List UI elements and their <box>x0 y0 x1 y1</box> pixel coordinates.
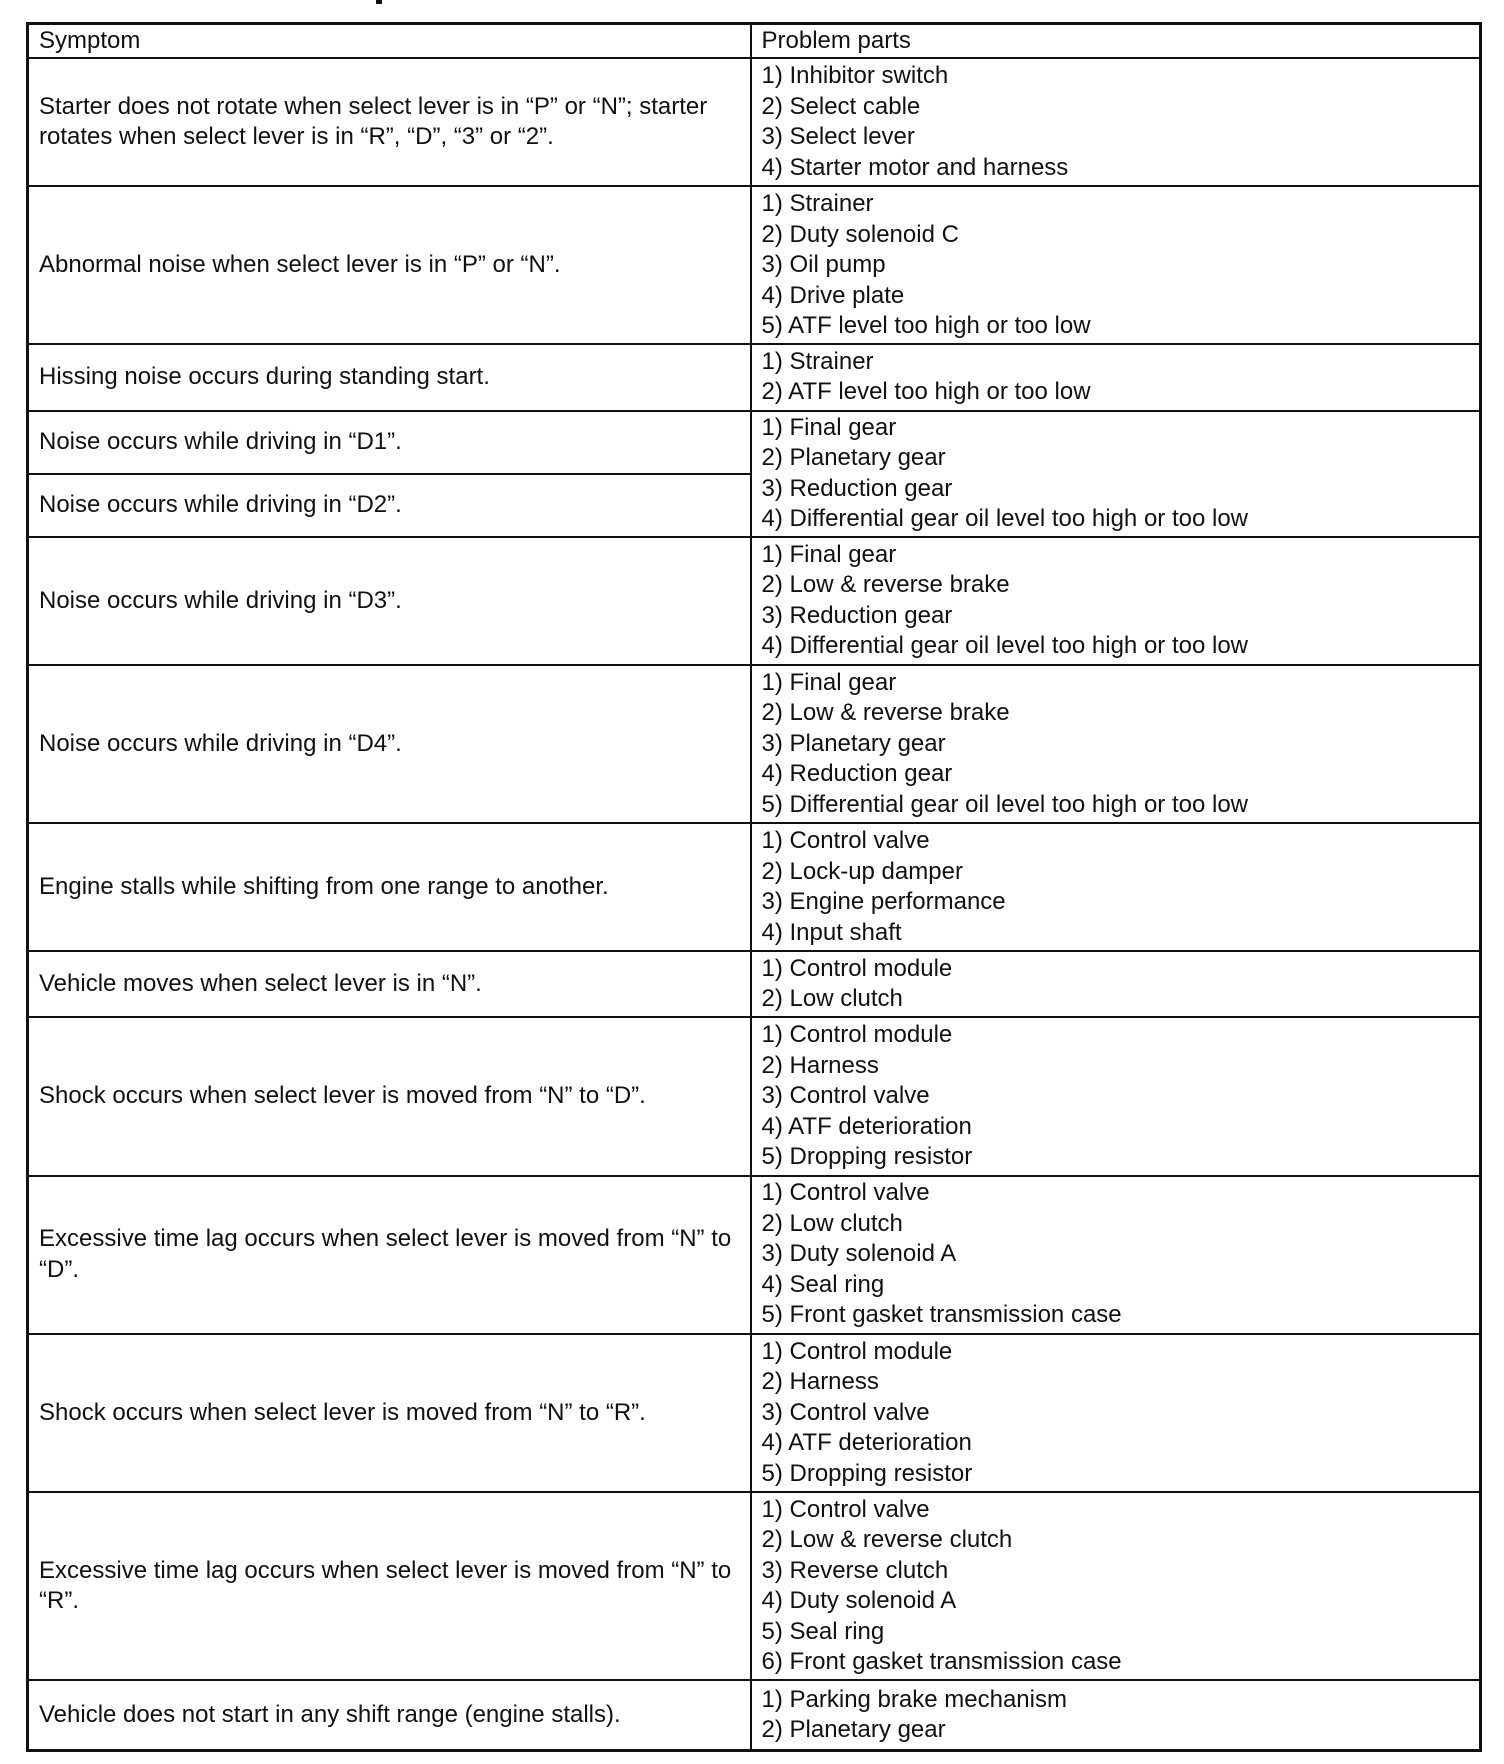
part-item: 3) Reduction gear <box>761 601 953 629</box>
part-item: 2) Harness <box>761 1368 879 1396</box>
problem-parts-cell <box>751 186 1481 344</box>
problem-parts-cell <box>751 665 1481 823</box>
symptom-cell: Abnormal noise when select lever is in “P” or “N”. <box>28 186 751 344</box>
part-item: 4) Seal ring <box>761 1270 885 1298</box>
part-item: 4) Differential gear oil level too high or too low <box>761 505 1248 533</box>
part-item: 4) ATF deterioration <box>761 1112 972 1140</box>
table-row <box>28 186 1481 344</box>
symptom-cell: Engine stalls while shifting from one range to another. <box>28 823 751 951</box>
part-item: 1) Control valve <box>761 1179 930 1207</box>
scan-mark <box>376 0 382 4</box>
part-item: 2) Planetary gear <box>761 1716 946 1744</box>
table-row <box>28 823 1481 951</box>
symptom-cell: Vehicle does not start in any shift range (engine stalls). <box>28 1680 751 1750</box>
part-item: 4) ATF deterioration <box>761 1429 972 1457</box>
part-item: 4) Reduction gear <box>761 760 953 788</box>
part-item: 1) Control module <box>761 954 953 982</box>
part-item: 2) Duty solenoid C <box>761 220 959 248</box>
table-row <box>28 537 1481 665</box>
part-item: 1) Strainer <box>761 190 874 218</box>
part-item: 2) ATF level too high or too low <box>761 378 1091 406</box>
problem-parts-cell <box>751 1017 1481 1175</box>
part-item: 2) Low clutch <box>761 985 903 1013</box>
troubleshooting-table <box>26 22 1482 1752</box>
table-row <box>28 951 1481 1017</box>
part-item: 3) Reverse clutch <box>761 1556 949 1584</box>
table-row <box>28 1334 1481 1492</box>
symptom-cell: Noise occurs while driving in “D2”. <box>28 474 751 537</box>
symptom-cell: Excessive time lag occurs when select lever is moved from “N” to “R”. <box>28 1492 751 1680</box>
part-item: 4) Input shaft <box>761 918 902 946</box>
table-row <box>28 411 1481 474</box>
part-item: 1) Strainer <box>761 347 874 375</box>
part-item: 2) Low clutch <box>761 1209 903 1237</box>
part-item: 3) Reduction gear <box>761 474 953 502</box>
part-item: 5) Dropping resistor <box>761 1143 973 1171</box>
table-row <box>28 1492 1481 1680</box>
part-item: 2) Low & reverse clutch <box>761 1526 1013 1554</box>
part-item: 5) Seal ring <box>761 1617 885 1645</box>
part-item: 3) Duty solenoid A <box>761 1240 957 1268</box>
part-item: 1) Final gear <box>761 540 897 568</box>
table-row <box>28 1176 1481 1334</box>
symptom-cell: Noise occurs while driving in “D3”. <box>28 537 751 665</box>
part-item: 2) Harness <box>761 1051 879 1079</box>
part-item: 2) Select cable <box>761 92 921 120</box>
part-item: 4) Differential gear oil level too high or too low <box>761 632 1248 660</box>
part-item: 1) Final gear <box>761 413 897 441</box>
problem-parts-cell <box>751 951 1481 1017</box>
symptom-cell: Starter does not rotate when select lever is in “P” or “N”; starter rotates when select lever is in “R”, “D”, “3” or “2”. <box>28 58 751 186</box>
table-row <box>28 58 1481 186</box>
problem-parts-cell <box>751 823 1481 951</box>
part-item: 1) Final gear <box>761 668 897 696</box>
table-row <box>28 1680 1481 1750</box>
symptom-cell: Noise occurs while driving in “D4”. <box>28 665 751 823</box>
problem-parts-cell <box>751 1680 1481 1750</box>
table-row <box>28 344 1481 410</box>
symptom-cell: Shock occurs when select lever is moved from “N” to “D”. <box>28 1017 751 1175</box>
part-item: 2) Planetary gear <box>761 444 946 472</box>
part-item: 4) Drive plate <box>761 281 905 309</box>
part-item: 5) Differential gear oil level too high or too low <box>761 790 1248 818</box>
part-item: 3) Oil pump <box>761 251 886 279</box>
problem-parts-cell <box>751 344 1481 410</box>
part-item: 6) Front gasket transmission case <box>761 1648 1122 1676</box>
part-item: 5) Front gasket transmission case <box>761 1301 1122 1329</box>
part-item: 1) Control valve <box>761 827 930 855</box>
part-item: 5) ATF level too high or too low <box>761 312 1091 340</box>
problem-parts-cell <box>751 1492 1481 1680</box>
part-item: 1) Control module <box>761 1021 953 1049</box>
symptom-cell: Noise occurs while driving in “D1”. <box>28 411 751 474</box>
problem-parts-cell <box>751 537 1481 665</box>
problem-parts-cell <box>751 58 1481 186</box>
part-item: 3) Planetary gear <box>761 729 946 757</box>
symptom-cell: Excessive time lag occurs when select lever is moved from “N” to “D”. <box>28 1176 751 1334</box>
symptom-cell: Hissing noise occurs during standing start. <box>28 344 751 410</box>
table-header-row <box>28 24 1481 59</box>
table-row <box>28 1017 1481 1175</box>
problem-parts-cell <box>751 1334 1481 1492</box>
part-item: 4) Starter motor and harness <box>761 153 1069 181</box>
part-item: 2) Low & reverse brake <box>761 699 1010 727</box>
part-item: 3) Select lever <box>761 123 915 151</box>
symptom-cell: Shock occurs when select lever is moved from “N” to “R”. <box>28 1334 751 1492</box>
part-item: 3) Control valve <box>761 1082 930 1110</box>
header-symptom: Symptom <box>28 24 751 59</box>
symptom-cell: Vehicle moves when select lever is in “N”. <box>28 951 751 1017</box>
problem-parts-cell <box>751 1176 1481 1334</box>
part-item: 2) Lock-up damper <box>761 857 963 885</box>
part-item: 1) Inhibitor switch <box>761 62 949 90</box>
header-problem-parts: Problem parts <box>751 24 1481 59</box>
part-item: 3) Engine performance <box>761 888 1006 916</box>
part-item: 3) Control valve <box>761 1398 930 1426</box>
part-item: 1) Control valve <box>761 1495 930 1523</box>
problem-parts-cell <box>751 411 1481 537</box>
table-row <box>28 665 1481 823</box>
part-item: 4) Duty solenoid A <box>761 1587 957 1615</box>
part-item: 1) Parking brake mechanism <box>761 1685 1067 1713</box>
part-item: 1) Control module <box>761 1337 953 1365</box>
part-item: 5) Dropping resistor <box>761 1459 973 1487</box>
part-item: 2) Low & reverse brake <box>761 571 1010 599</box>
